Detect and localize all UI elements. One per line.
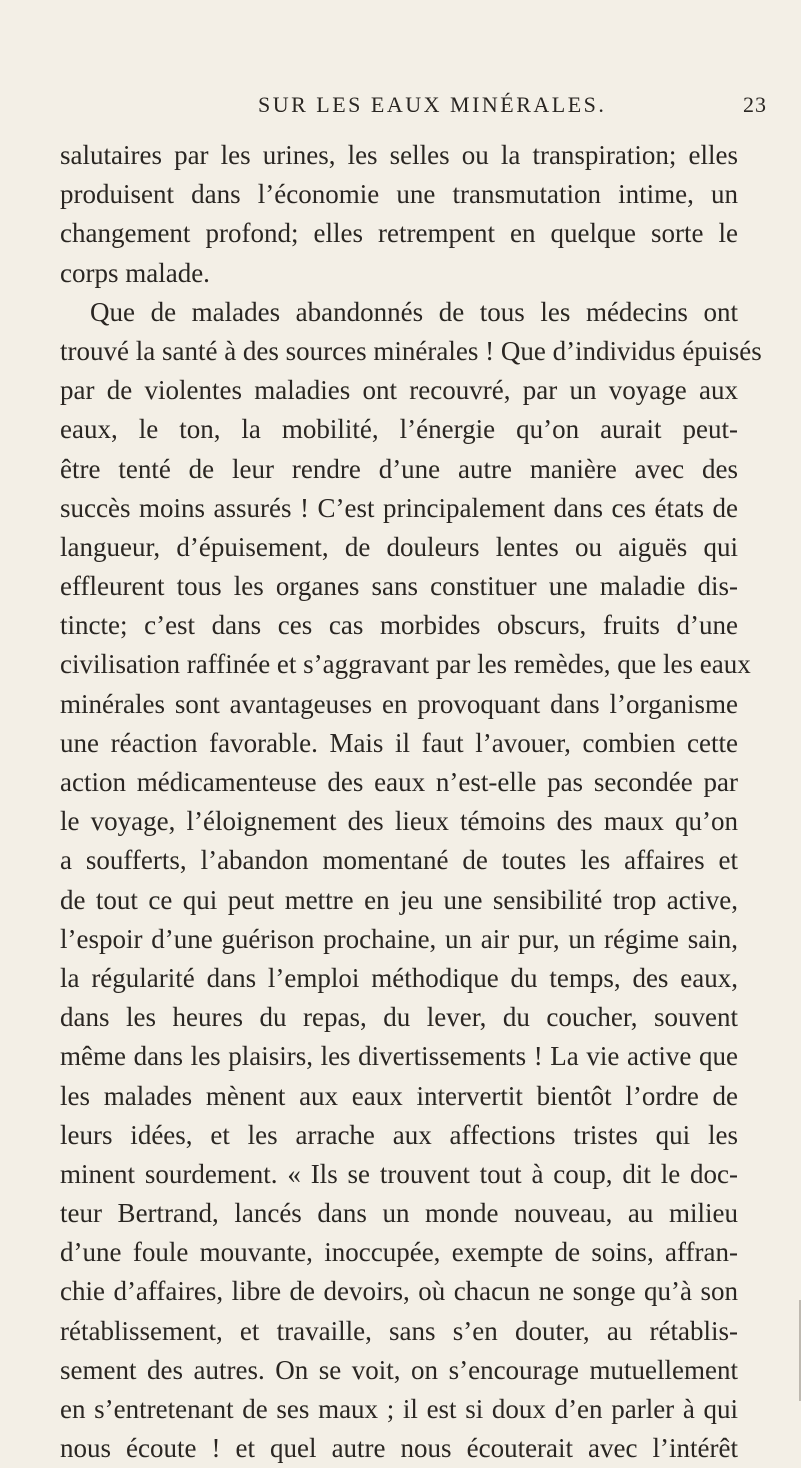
- text-line: minent sourdement. « Ils se trouvent tout à coup, dit le doc-: [60, 1158, 738, 1189]
- text-line: par de violentes maladies ont recouvré, par un voyage aux: [60, 375, 738, 406]
- text-line: eaux, le ton, la mobilité, l’énergie qu’on aurait peut-: [60, 414, 738, 445]
- text-line: produisent dans l’économie une transmutation intime, un: [60, 179, 738, 210]
- text-line: de tout ce qui peut mettre en jeu une sensibilité trop active,: [60, 884, 738, 915]
- text-line: sement des autres. On se voit, on s’encourage mutuellement: [60, 1354, 738, 1385]
- text-line: chie d’affaires, libre de devoirs, où chacun ne songe qu’à son: [60, 1276, 738, 1307]
- text-line: minérales sont avantageuses en provoquant dans l’organisme: [60, 688, 738, 719]
- text-line: corps malade.: [60, 257, 210, 288]
- text-line: teur Bertrand, lancés dans un monde nouveau, au milieu: [60, 1198, 738, 1229]
- text-line: changement profond; elles retrempent en quelque sorte le: [60, 218, 738, 249]
- text-line: action médicamenteuse des eaux n’est-elle pas secondée par: [60, 767, 738, 797]
- text-line: a soufferts, l’abandon momentané de toutes les affaires et: [60, 845, 738, 876]
- text-line: d’une foule mouvante, inoccupée, exempte de soins, affran-: [60, 1237, 738, 1268]
- text-line: rétablissement, et travaille, sans s’en douter, au rétablis-: [60, 1315, 738, 1346]
- text-line: civilisation raffinée et s’aggravant par les remèdes, que les eaux: [60, 649, 751, 680]
- text-line: l’espoir d’une guérison prochaine, un air pur, un régime sain,: [60, 923, 738, 954]
- page-number: 23: [743, 92, 767, 117]
- text-line: dans les heures du repas, du lever, du coucher, souvent: [60, 1002, 738, 1033]
- text-line: même dans les plaisirs, les divertissements ! La vie active que: [60, 1041, 738, 1072]
- text-line: nous écoute ! et quel autre nous écouterait avec l’intérêt: [60, 1433, 738, 1464]
- running-head: [0, 92, 801, 122]
- text-line: effleurent tous les organes sans constituer une maladie dis-: [60, 571, 738, 602]
- text-line: leurs idées, et les arrache aux affections tristes qui les: [60, 1119, 738, 1150]
- text-line: salutaires par les urines, les selles ou la transpiration; elles: [60, 140, 738, 170]
- text-line: tincte; c’est dans ces cas morbides obscurs, fruits d’une: [60, 610, 738, 641]
- body-text: [60, 136, 762, 1468]
- text-line: trouvé la santé à des sources minérales ! Que d’individus épuisés: [60, 335, 762, 366]
- text-line: langueur, d’épuisement, de douleurs lentes ou aiguës qui: [60, 531, 738, 562]
- text-line: une réaction favorable. Mais il faut l’avouer, combien cette: [60, 727, 738, 758]
- text-line: Que de malades abandonnés de tous les médecins ont: [90, 296, 738, 327]
- text-line: le voyage, l’éloignement des lieux témoins des maux qu’on: [60, 806, 738, 837]
- text-line: les malades mènent aux eaux intervertit bientôt l’ordre de: [60, 1080, 738, 1111]
- text-line: en s’entretenant de ses maux ; il est si doux d’en parler à qui: [60, 1394, 738, 1424]
- text-line: être tenté de leur rendre d’une autre manière avec des: [60, 453, 738, 484]
- running-title: SUR LES EAUX MINÉRALES.: [258, 92, 607, 117]
- text-line: succès moins assurés ! C’est principalement dans ces états de: [60, 492, 738, 523]
- text-line: la régularité dans l’emploi méthodique du temps, des eaux,: [60, 962, 738, 993]
